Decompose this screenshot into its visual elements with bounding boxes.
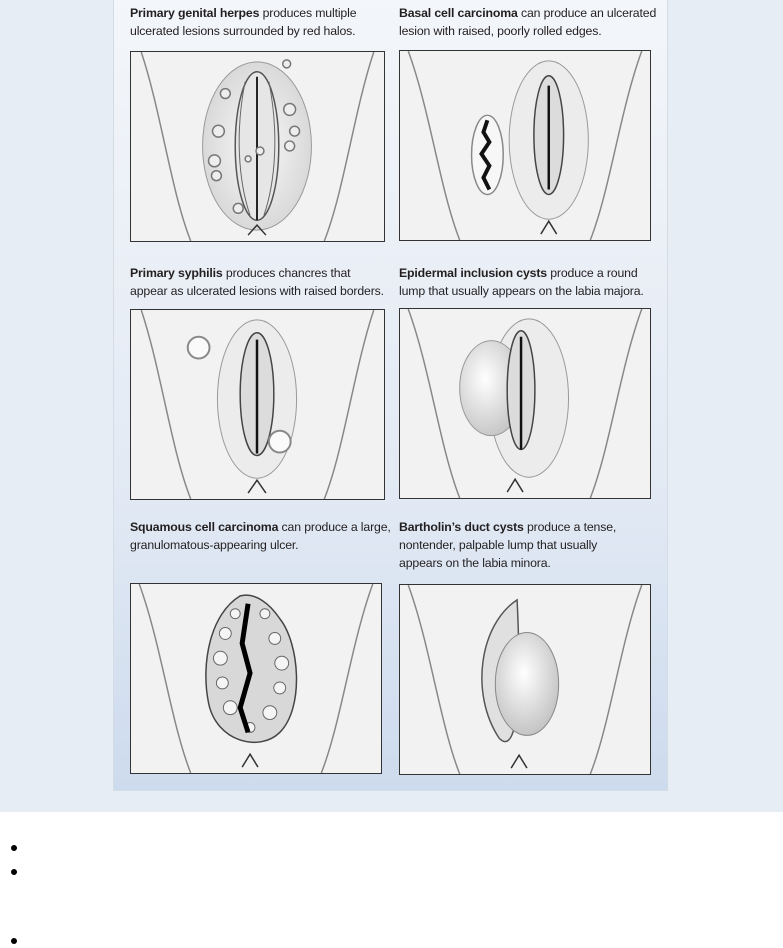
caption-inclusion-cyst: Epidermal inclusion cysts produce a round lump that usually appears on the labia majora. — [399, 266, 644, 298]
caption-bartholin: Bartholin’s duct cysts produce a tense, nontender, palpable lump that usually appears on the labia minora. — [399, 520, 617, 570]
caption-herpes: Primary genital herpes produces multiple ulcerated lesions surrounded by red halos. — [130, 6, 357, 38]
list-bullet — [11, 845, 17, 851]
caption-term: Primary genital herpes — [130, 6, 260, 20]
caption-squamous-cell: Squamous cell carcinoma can produce a large, granulomatous-appearing ulcer. — [130, 520, 391, 552]
list-bullet — [11, 869, 17, 875]
caption-basal-cell: Basal cell carcinoma can produce an ulcerated lesion with raised, poorly rolled edges. — [399, 6, 657, 38]
illustration-bartholin-cyst — [399, 584, 651, 775]
caption-term: Squamous cell carcinoma — [130, 520, 279, 534]
illustration-squamous-cell — [130, 583, 382, 774]
caption-term: Basal cell carcinoma — [399, 6, 518, 20]
illustration-inclusion-cyst — [399, 308, 651, 499]
list-bullet — [11, 938, 17, 944]
caption-syphilis: Primary syphilis produces chancres that appear as ulcerated lesions with raised borders. — [130, 266, 384, 298]
caption-term: Bartholin’s duct cysts — [399, 520, 524, 534]
caption-term: Epidermal inclusion cysts — [399, 266, 547, 280]
illustration-syphilis — [130, 309, 385, 500]
illustration-basal-cell — [399, 50, 651, 241]
caption-term: Primary syphilis — [130, 266, 223, 280]
illustration-herpes — [130, 51, 385, 242]
